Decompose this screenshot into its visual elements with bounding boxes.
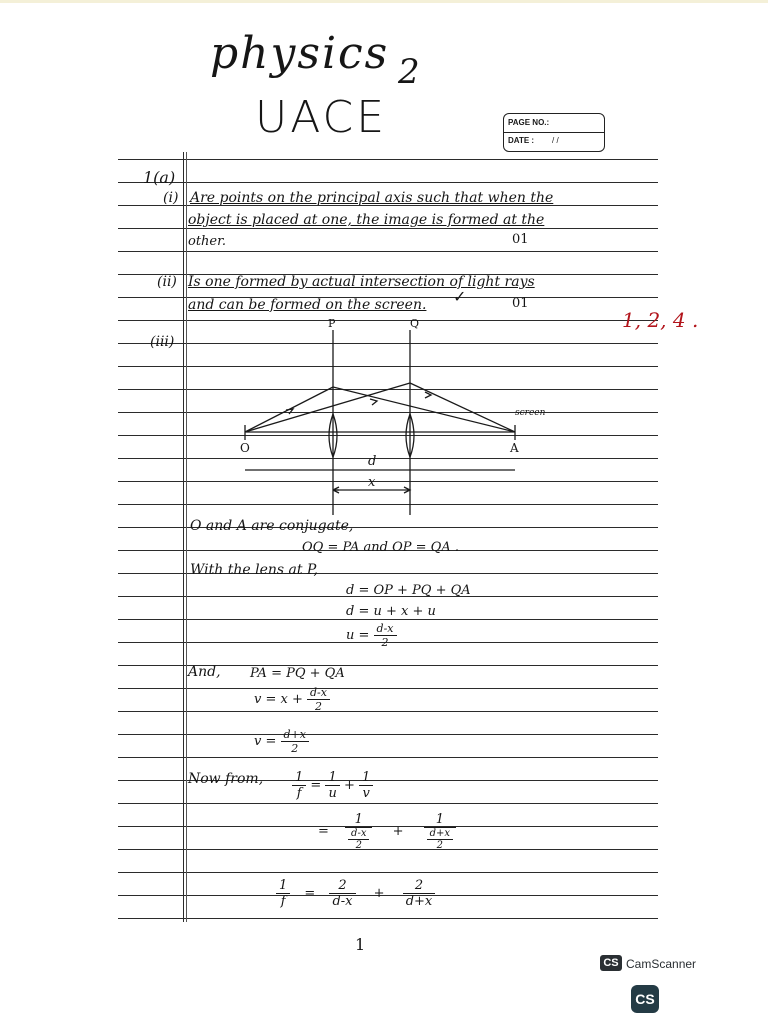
part-ii-mark: 01 — [512, 296, 529, 311]
derivation-l8 — [254, 686, 330, 713]
derivation-l11-den2a: d+x — [427, 828, 453, 840]
derivation-l10-num2: 1 — [325, 770, 339, 786]
margin-line — [183, 152, 184, 922]
derivation-l5: d = u + x + u — [346, 604, 436, 619]
derivation-l6-num: d-x — [374, 622, 397, 636]
derivation-l10-den1: f — [296, 786, 302, 801]
derivation-l6-left: u = — [346, 628, 370, 643]
derivation-l8-left: v = x + — [254, 692, 303, 707]
derivation-l12-num1: 1 — [276, 878, 290, 894]
label-a: A — [510, 441, 519, 455]
derivation-l12-den2: d-x — [332, 894, 353, 909]
camscanner-logo-icon: CS — [600, 955, 622, 971]
arrow-2 — [370, 399, 377, 405]
derivation-l4: d = OP + PQ + QA — [346, 583, 471, 598]
derivation-l6-den: 2 — [381, 636, 389, 649]
page-no-label: PAGE NO.: — [508, 118, 550, 127]
derivation-l9-num: d+x — [281, 728, 309, 742]
derivation-l9-den: 2 — [291, 742, 299, 755]
derivation-l11-plus: + — [392, 824, 404, 839]
part-i-label: (i) — [163, 190, 179, 206]
derivation-l12-num3: 2 — [403, 878, 436, 894]
derivation-l12-plus: + — [373, 886, 385, 901]
derivation-l12 — [276, 878, 435, 909]
ray-4 — [410, 383, 515, 432]
part-i-mark: 01 — [512, 232, 529, 247]
part-ii-line2: and can be formed on the screen. — [188, 297, 427, 313]
label-x: x — [368, 475, 376, 490]
part-i-line2: object is placed at one, the image is formed at the — [188, 212, 545, 228]
arrow-right-x — [404, 487, 410, 493]
derivation-l9 — [254, 728, 309, 755]
camscanner-app-icon[interactable]: CS — [631, 985, 659, 1013]
derivation-l7: And, — [188, 664, 221, 680]
page-subtitle: UACE — [255, 92, 388, 143]
derivation-l10-num1: 1 — [292, 770, 306, 786]
ray-1 — [245, 387, 333, 432]
derivation-l11 — [318, 812, 456, 851]
label-q: Q — [410, 317, 420, 330]
derivation-l10-num3: 1 — [359, 770, 373, 786]
derivation-l12-den1: f — [280, 894, 286, 909]
date-label: DATE : — [508, 136, 535, 145]
grade-annotation: 1, 2, 4 . — [622, 308, 699, 332]
derivation-l10-den2: u — [328, 786, 337, 801]
date-value: / / — [552, 136, 559, 145]
derivation-l11-num1: 1 — [345, 812, 372, 828]
derivation-l3: With the lens at P, — [190, 562, 318, 578]
derivation-l10 — [292, 770, 373, 801]
ray-2 — [333, 387, 515, 432]
derivation-l10-label: Now from, — [188, 771, 264, 787]
derivation-l10-den3: v — [362, 786, 370, 801]
label-screen: screen — [515, 408, 546, 418]
label-o: O — [240, 441, 250, 455]
derivation-l11-den2b: 2 — [436, 840, 444, 851]
derivation-l8-num: d-x — [307, 686, 330, 700]
derivation-l2: OQ = PA and OP = QA . — [302, 540, 459, 555]
part-i-line3: other. — [188, 234, 227, 249]
part-ii-label: (ii) — [157, 274, 177, 290]
arrow-left-x — [333, 487, 339, 493]
part-i-line1: Are points on the principal axis such that when the — [190, 190, 554, 206]
arrow-3 — [425, 392, 431, 398]
paper-number: 2 — [398, 52, 420, 92]
derivation-l10-eq: = — [310, 778, 322, 793]
derivation-l8-den: 2 — [314, 700, 322, 713]
derivation-l9-left: v = — [254, 734, 277, 749]
margin-line-inner — [186, 152, 187, 922]
derivation-l11-num2: 1 — [424, 812, 456, 828]
part-ii-line1: Is one formed by actual intersection of light rays — [188, 274, 535, 290]
page-date-box — [503, 113, 605, 152]
derivation-l11-den1b: 2 — [355, 840, 362, 851]
derivation-l11-den1a: d-x — [348, 828, 369, 840]
derivation-l12-num2: 2 — [329, 878, 355, 894]
question-label: 1(a) — [143, 168, 176, 187]
part-iii-label: (iii) — [150, 334, 175, 350]
page-number: 1 — [355, 935, 366, 954]
label-d: d — [368, 454, 377, 469]
derivation-l1: O and A are conjugate, — [190, 518, 354, 534]
page-title: physics — [210, 28, 390, 79]
derivation-l6 — [346, 622, 397, 649]
derivation-l12-eq: = — [304, 886, 316, 901]
derivation-l7b: PA = PQ + QA — [250, 666, 345, 681]
derivation-l10-plus: + — [343, 778, 355, 793]
camscanner-watermark-text: CamScanner — [626, 957, 697, 971]
derivation-l12-den3: d+x — [405, 894, 433, 909]
derivation-l11-eq: = — [318, 824, 329, 839]
ray-3 — [245, 383, 410, 432]
check-mark-icon: ✓ — [453, 287, 467, 306]
label-p: P — [328, 317, 336, 330]
